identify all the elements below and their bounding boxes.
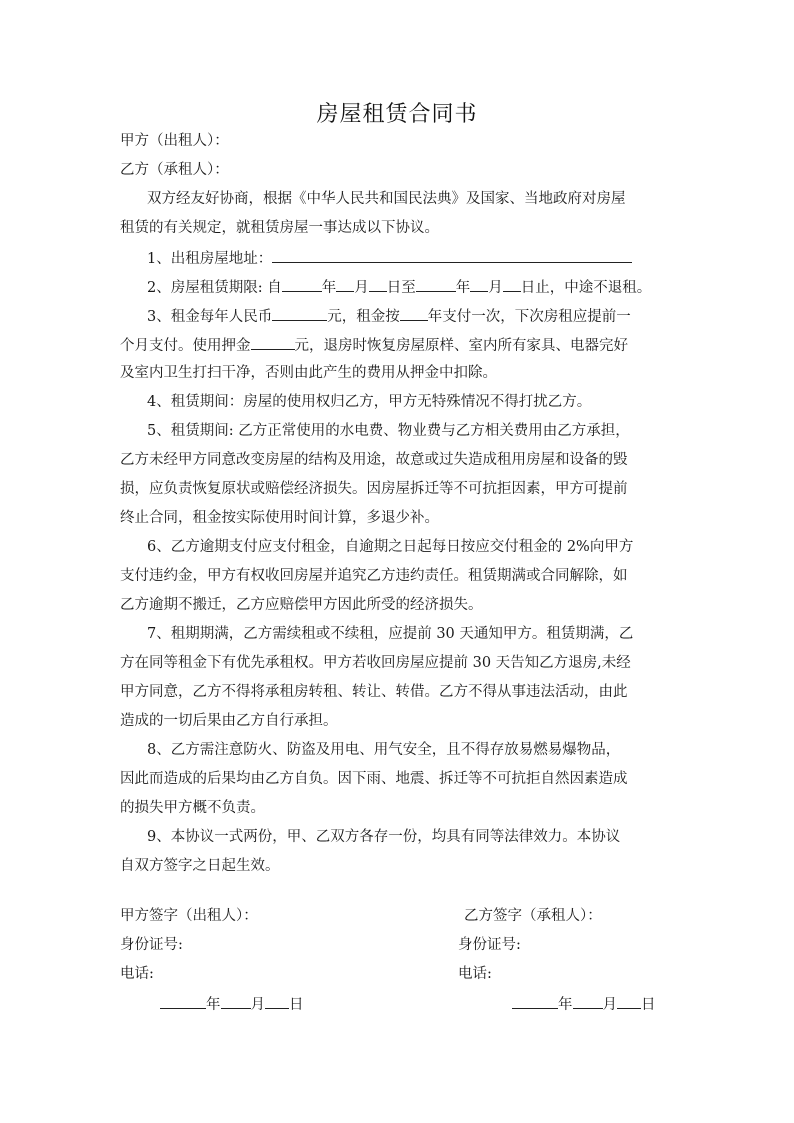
clause-7-line-2: 方在同等租金下有优先承租权。甲方若收回房屋应提前 30 天告知乙方退房,未经 (120, 655, 631, 671)
day-label: 日至 (386, 280, 416, 296)
year-label: 年 (321, 280, 337, 296)
clause-4: 4、租赁期间：房屋的使用权归乙方，甲方无特殊情况不得打扰乙方。 (147, 394, 592, 410)
clause-6-line-1: 6、乙方逾期支付应支付租金，自逾期之日起每日按应交付租金的 2%向甲方 (147, 539, 634, 555)
clause-2 (147, 276, 707, 298)
end-year-field[interactable] (416, 276, 456, 292)
clause-8-line-3: 的损失甲方概不负责。 (120, 800, 265, 816)
year-label: 年 (558, 997, 573, 1013)
clause-6-line-2: 支付违约金，甲方有权收回房屋并追究乙方违约责任。租赁期满或合同解除，如 (120, 568, 628, 584)
year-label: 年 (206, 997, 221, 1013)
party-b-day-field[interactable] (617, 993, 641, 1009)
clause-7-line-3: 甲方同意，乙方不得将承租房转租、转让、转借。乙方不得从事违法活动，由此 (120, 684, 628, 700)
clause-9-line-2: 自双方签字之日起生效。 (120, 858, 280, 874)
month-label: 月 (602, 997, 617, 1013)
party-b-id-label: 身份证号: (458, 937, 521, 953)
party-a-day-field[interactable] (265, 993, 289, 1009)
clause-3-line-1 (147, 305, 707, 327)
clause-8-line-2: 因此而造成的后果均由乙方自负。因下雨、地震、拆迁等不可抗拒自然因素造成 (120, 771, 628, 787)
party-a-month-field[interactable] (221, 993, 251, 1009)
month-label: 月 (250, 997, 265, 1013)
day-label: 日止，中途不退租。 (520, 280, 652, 296)
clause-9-line-1: 9、本协议一式两份，甲、乙双方各存一份，均具有同等法律效力。本协议 (147, 829, 621, 845)
party-b-month-field[interactable] (573, 993, 603, 1009)
intro-line-2: 租赁的有关规定，就租赁房屋一事达成以下协议。 (120, 220, 439, 236)
day-label: 日 (289, 997, 304, 1013)
rent-label: 3、租金每年人民币 (147, 309, 273, 325)
party-b-date (512, 993, 656, 1015)
start-year-field[interactable] (282, 276, 322, 292)
intro-line-1: 双方经友好协商，根据《中华人民共和国民法典》及国家、当地政府对房屋 (147, 191, 626, 207)
clause-3-line-2 (120, 334, 680, 356)
clause-5-line-4: 终止合同，租金按实际使用时间计算，多退少补。 (120, 510, 439, 526)
page-title: 房屋租赁合同书 (316, 102, 478, 127)
term-label: 2、房屋租赁期限: 自 (147, 280, 282, 296)
start-day-field[interactable] (369, 276, 387, 292)
start-month-field[interactable] (336, 276, 354, 292)
deposit-field[interactable] (251, 334, 295, 350)
clause-5-line-2: 乙方未经甲方同意改变房屋的结构及用途，故意或过失造成租用房屋和设备的毁 (120, 452, 628, 468)
party-b-phone-label: 电话: (458, 966, 492, 982)
address-field[interactable] (272, 247, 632, 263)
clause-5-line-1: 5、租赁期间: 乙方正常使用的水电费、物业费与乙方相关费用由乙方承担， (147, 423, 630, 439)
clause-5-line-3: 损，应负责恢复原状或赔偿经济损失。因房屋拆迁等不可抗拒因素，甲方可提前 (120, 481, 628, 497)
party-a-signature-label: 甲方签字（出租人）： (120, 908, 258, 924)
party-a-id-label: 身份证号: (120, 937, 183, 953)
clause-7-line-4: 造成的一切后果由乙方自行承担。 (120, 713, 338, 729)
party-b-signature-label: 乙方签字（承租人）： (464, 908, 602, 924)
address-label: 1、出租房屋地址： (147, 251, 273, 267)
month-label: 月 (354, 280, 369, 296)
clause-3-line-3: 及室内卫生打扫干净，否则由此产生的费用从押金中扣除。 (120, 365, 497, 381)
clause-8-line-1: 8、乙方需注意防火、防盗及用电、用气安全，且不得存放易燃易爆物品， (147, 742, 621, 758)
pay-interval-field[interactable] (400, 305, 428, 321)
day-label: 日 (641, 997, 656, 1013)
deposit-label: 个月支付。使用押金 (120, 338, 251, 354)
party-b-label: 乙方（承租人）： (120, 162, 229, 178)
party-a-date (160, 993, 304, 1015)
annual-rent-field[interactable] (272, 305, 327, 321)
party-a-year-field[interactable] (160, 993, 206, 1009)
rent-text: 年支付一次，下次房租应提前一 (427, 309, 631, 325)
party-b-year-field[interactable] (512, 993, 558, 1009)
clause-6-line-3: 乙方逾期不搬迁，乙方应赔偿甲方因此所受的经济损失。 (120, 597, 483, 613)
clause-7-line-1: 7、租期期满，乙方需续租或不续租，应提前 30 天通知甲方。租赁期满，乙 (147, 626, 634, 642)
rent-text: 元，租金按 (327, 309, 400, 325)
party-a-label: 甲方（出租人）： (120, 133, 229, 149)
year-label: 年 (455, 280, 471, 296)
deposit-text: 元，退房时恢复房屋原样、室内所有家具、电器完好 (294, 338, 628, 354)
end-day-field[interactable] (503, 276, 521, 292)
month-label: 月 (488, 280, 503, 296)
clause-1 (147, 247, 707, 269)
party-a-phone-label: 电话: (120, 966, 154, 982)
end-month-field[interactable] (470, 276, 488, 292)
